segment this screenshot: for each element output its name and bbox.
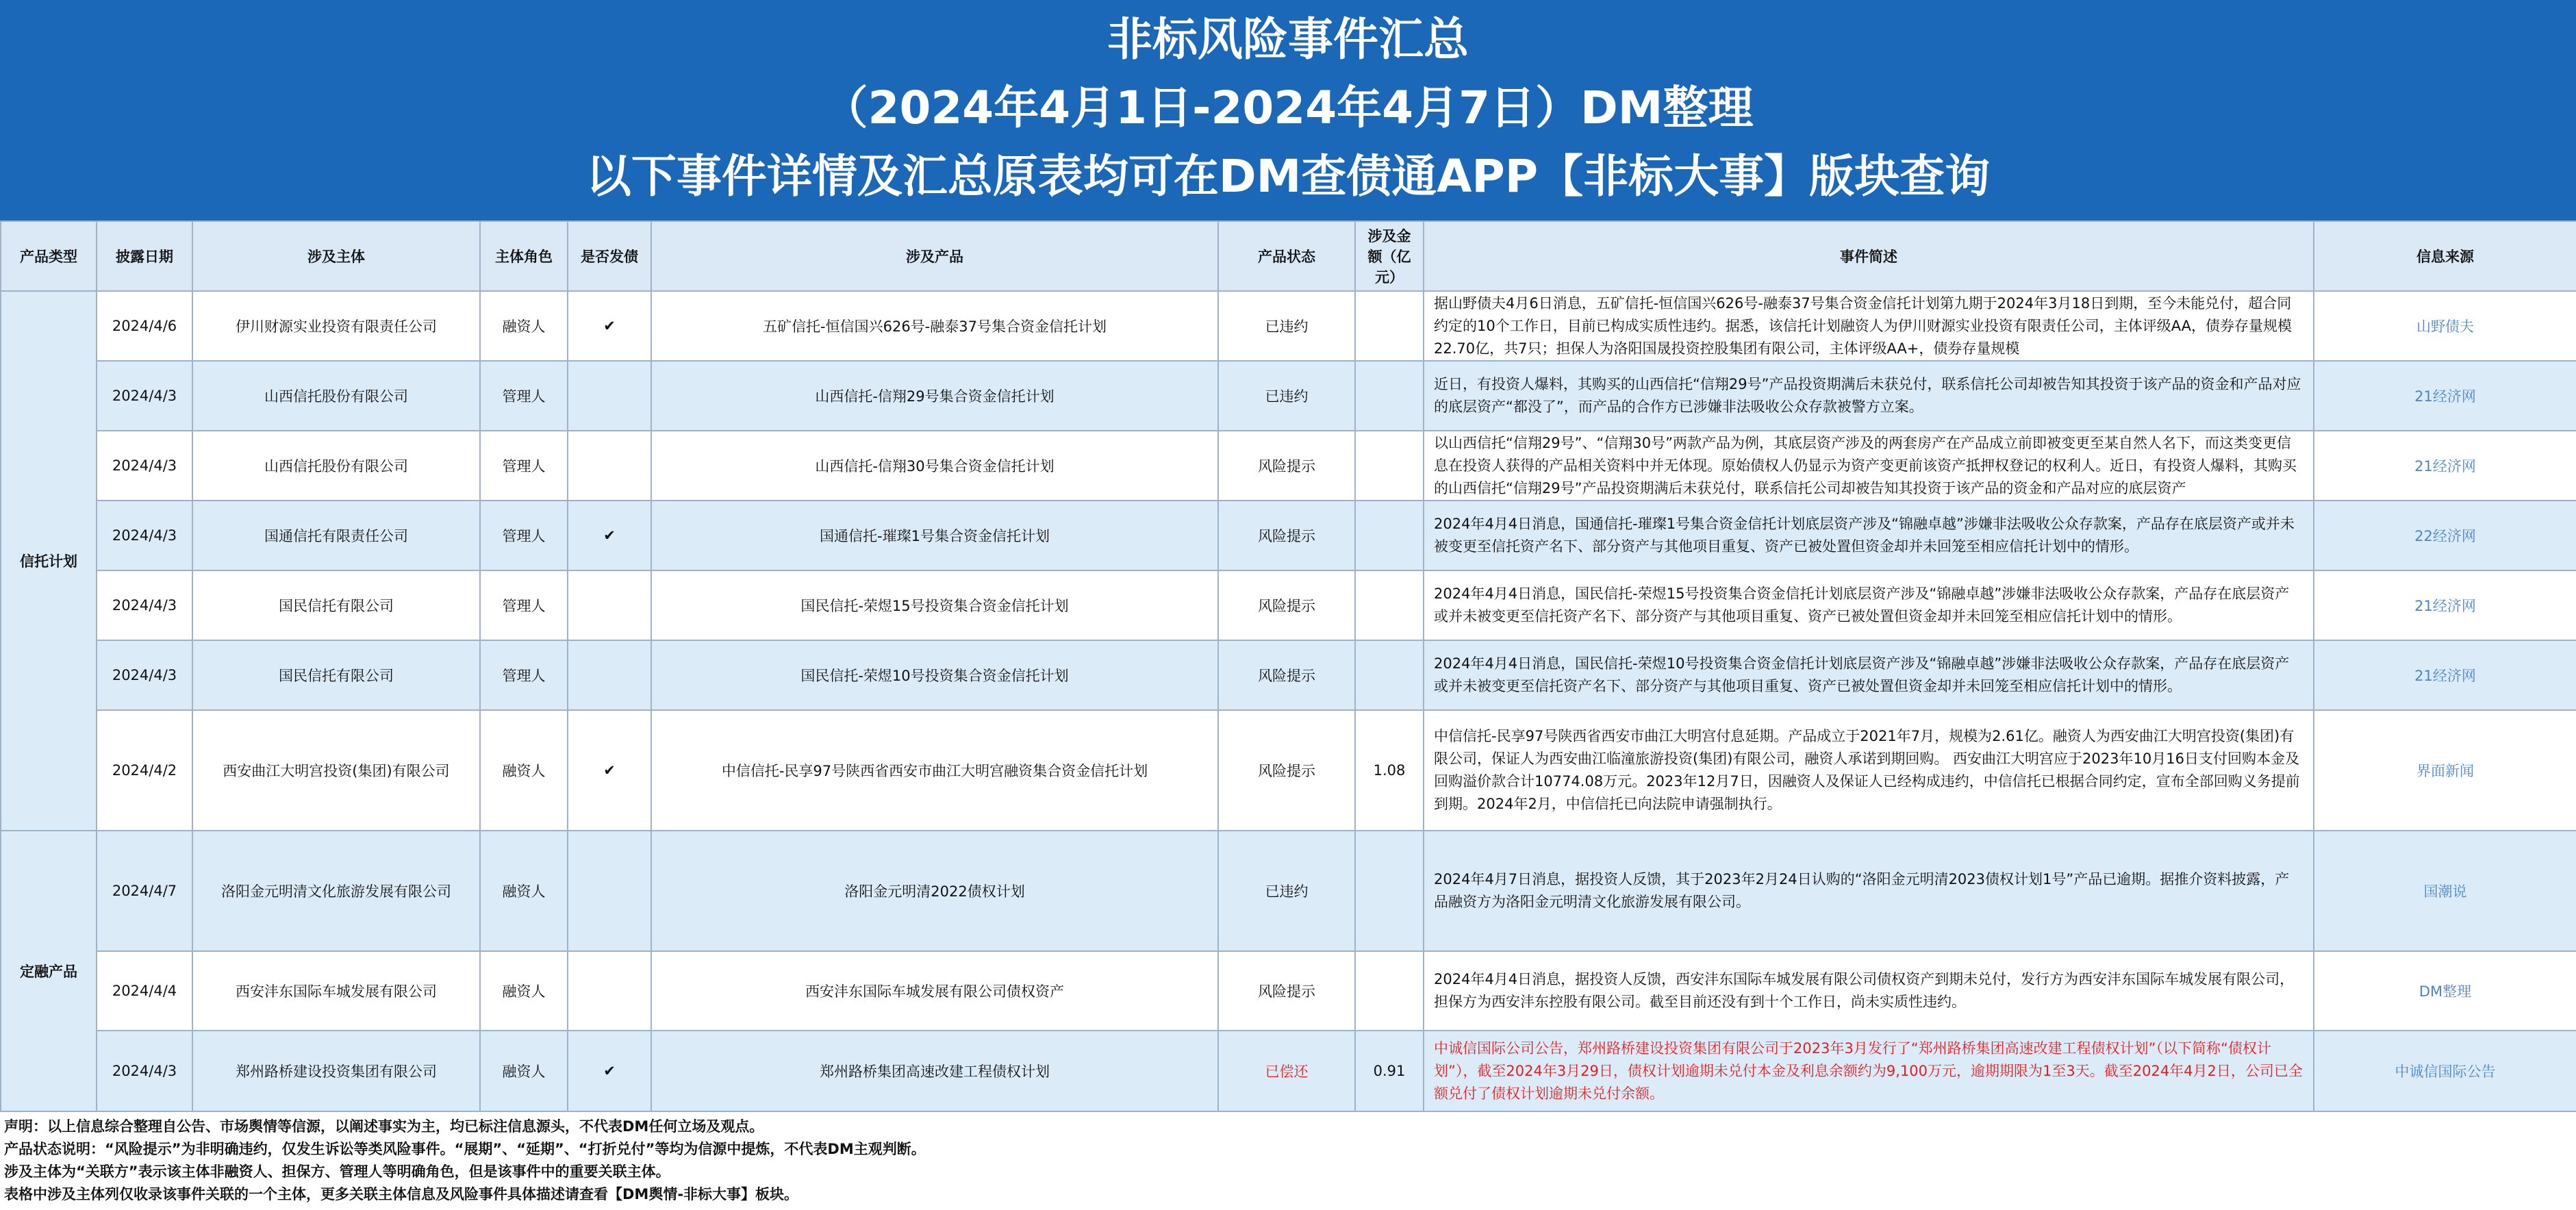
risk-events-table (0, 220, 2576, 1112)
cell-source-link[interactable]: 22经济网 (2314, 501, 2576, 570)
cell-desc: 近日，有投资人爆料，其购买的山西信托“信翔29号”产品投资期满后未获兑付，联系信托公司却被告知其投资于该产品的资金和产品对应的底层资产“都没了”，而产品的合作方已涉嫌非法吸收公众存款被警方立案。 (1424, 361, 2314, 431)
cell-product: 国民信托-荣煜15号投资集合资金信托计划 (651, 570, 1218, 640)
group-trust: 信托计划 (1, 291, 97, 831)
cell-date: 2024/4/6 (97, 291, 192, 361)
cell-amount (1355, 831, 1424, 951)
cell-amount (1355, 640, 1424, 710)
footer-disclaimer: 声明：以上信息综合整理自公告、市场舆情等信源，以阐述事实为主，均已标注信息源头，不代表DM任何立场及观点。 (4, 1118, 764, 1135)
cell-desc: 2024年4月4日消息，据投资人反馈，西安沣东国际车城发展有限公司债权资产到期未兑付，发行方为西安沣东国际车城发展有限公司，担保方为西安沣东控股有限公司。截至目前还没有到十个工作日，尚未实质性违约。 (1424, 951, 2314, 1031)
table-row (1, 951, 2576, 1031)
cell-date: 2024/4/3 (97, 640, 192, 710)
cell-date: 2024/4/3 (97, 431, 192, 501)
cell-entity: 伊川财源实业投资有限责任公司 (192, 291, 480, 361)
cell-product: 山西信托-信翔29号集合资金信托计划 (651, 361, 1218, 431)
cell-status: 已违约 (1218, 361, 1355, 431)
cell-entity: 西安曲江大明宫投资(集团)有限公司 (192, 710, 480, 831)
cell-source-link[interactable]: 21经济网 (2314, 431, 2576, 501)
col-header: 主体角色 (480, 221, 568, 291)
cell-date: 2024/4/3 (97, 501, 192, 570)
cell-entity: 山西信托股份有限公司 (192, 361, 480, 431)
cell-role: 融资人 (480, 1031, 568, 1111)
cell-date: 2024/4/2 (97, 710, 192, 831)
report-title: 非标风险事件汇总 (1107, 13, 1469, 66)
cell-source-link[interactable]: 山野债夫 (2314, 291, 2576, 361)
cell-product: 国通信托-璀璨1号集合资金信托计划 (651, 501, 1218, 570)
table-row (1, 361, 2576, 431)
cell-bond (568, 431, 651, 501)
cell-product: 洛阳金元明清2022债权计划 (651, 831, 1218, 951)
cell-role: 融资人 (480, 710, 568, 831)
cell-status: 风险提示 (1218, 710, 1355, 831)
cell-status: 风险提示 (1218, 951, 1355, 1031)
cell-amount: 0.91 (1355, 1031, 1424, 1111)
cell-bond: ✔ (568, 291, 651, 361)
cell-bond: ✔ (568, 1031, 651, 1111)
cell-bond (568, 570, 651, 640)
cell-amount (1355, 361, 1424, 431)
cell-bond (568, 951, 651, 1031)
cell-bond (568, 361, 651, 431)
cell-entity: 洛阳金元明清文化旅游发展有限公司 (192, 831, 480, 951)
cell-product: 郑州路桥集团高速改建工程债权计划 (651, 1031, 1218, 1111)
cell-entity: 国民信托有限公司 (192, 640, 480, 710)
table-row (1, 640, 2576, 710)
cell-desc: 2024年4月4日消息，国通信托-璀璨1号集合资金信托计划底层资产涉及“锦融卓越”涉嫌非法吸收公众存款案，产品存在底层资产或并未被变更至信托资产名下、部分资产与其他项目重复、资产已被处置但资金却并未回笼至相应信托计划中的情形。 (1424, 501, 2314, 570)
table-row (1, 291, 2576, 361)
cell-role: 融资人 (480, 831, 568, 951)
cell-date: 2024/4/3 (97, 1031, 192, 1111)
cell-bond: ✔ (568, 501, 651, 570)
footer-related-note: 涉及主体为“关联方”表示该主体非融资人、担保方、管理人等明确角色，但是该事件中的重要关联主体。 (4, 1163, 670, 1180)
cell-entity: 山西信托股份有限公司 (192, 431, 480, 501)
col-header: 信息来源 (2314, 221, 2576, 291)
report-subtitle: 以下事件详情及汇总原表均可在DM查债通APP【非标大事】版块查询 (585, 150, 1991, 203)
col-header: 披露日期 (97, 221, 192, 291)
cell-amount (1355, 431, 1424, 501)
col-header: 涉及主体 (192, 221, 480, 291)
cell-source-link[interactable]: 21经济网 (2314, 570, 2576, 640)
cell-desc: 2024年4月4日消息，国民信托-荣煜15号投资集合资金信托计划底层资产涉及“锦融卓越”涉嫌非法吸收公众存款案，产品存在底层资产或并未被变更至信托资产名下、部分资产与其他项目重复、资产已被处置但资金却并未回笼至相应信托计划中的情形。 (1424, 570, 2314, 640)
col-header: 涉及金额（亿元） (1355, 221, 1424, 291)
cell-date: 2024/4/7 (97, 831, 192, 951)
report-period: （2024年4月1日-2024年4月7日）DM整理 (822, 81, 1754, 134)
cell-status: 已违约 (1218, 831, 1355, 951)
col-header: 事件简述 (1424, 221, 2314, 291)
cell-role: 管理人 (480, 431, 568, 501)
cell-status: 已偿还 (1218, 1031, 1355, 1111)
table-row (1, 710, 2576, 831)
cell-status: 已违约 (1218, 291, 1355, 361)
col-header: 产品类型 (1, 221, 97, 291)
cell-role: 融资人 (480, 951, 568, 1031)
col-header: 是否发债 (568, 221, 651, 291)
footer-notes (0, 1116, 2576, 1206)
cell-bond (568, 640, 651, 710)
cell-source-link[interactable]: 21经济网 (2314, 640, 2576, 710)
cell-role: 管理人 (480, 501, 568, 570)
cell-product: 国民信托-荣煜10号投资集合资金信托计划 (651, 640, 1218, 710)
cell-desc: 据山野债夫4月6日消息，五矿信托-恒信国兴626号-融泰37号集合资金信托计划第九期于2024年3月18日到期，至今未能兑付，超合同约定的10个工作日，目前已构成实质性违约。据悉，该信托计划融资人为伊川财源实业投资有限责任公司，主体评级AA，债券存量规模22.70亿，共7只；担保人为洛阳国晟投资控股集团有限公司，主体评级AA+，债券存量规模 (1424, 291, 2314, 361)
cell-product: 中信信托-民享97号陕西省西安市曲江大明宫融资集合资金信托计划 (651, 710, 1218, 831)
cell-amount: 1.08 (1355, 710, 1424, 831)
cell-role: 管理人 (480, 570, 568, 640)
cell-status: 风险提示 (1218, 431, 1355, 501)
table-row (1, 431, 2576, 501)
cell-product: 五矿信托-恒信国兴626号-融泰37号集合资金信托计划 (651, 291, 1218, 361)
cell-desc: 2024年4月4日消息，国民信托-荣煜10号投资集合资金信托计划底层资产涉及“锦融卓越”涉嫌非法吸收公众存款案，产品存在底层资产或并未被变更至信托资产名下、部分资产与其他项目重复、资产已被处置但资金却并未回笼至相应信托计划中的情形。 (1424, 640, 2314, 710)
cell-desc: 以山西信托“信翔29号”、“信翔30号”两款产品为例，其底层资产涉及的两套房产在产品成立前即被变更至某自然人名下，而这类变更信息在投资人获得的产品相关资料中并无体现。原始债权人仍显示为资产变更前该资产抵押权登记的权利人。近日，有投资人爆料，其购买的山西信托“信翔29号”产品投资期满后未获兑付，联系信托公司却被告知其投资于该产品的资金和产品对应的底层资产 (1424, 431, 2314, 501)
table-header-row (1, 221, 2576, 291)
footer-entity-note: 表格中涉及主体列仅收录该事件关联的一个主体，更多关联主体信息及风险事件具体描述请查看【DM舆情-非标大事】板块。 (4, 1186, 799, 1202)
col-header: 产品状态 (1218, 221, 1355, 291)
cell-entity: 西安沣东国际车城发展有限公司 (192, 951, 480, 1031)
cell-amount (1355, 291, 1424, 361)
cell-date: 2024/4/3 (97, 570, 192, 640)
cell-role: 管理人 (480, 640, 568, 710)
cell-date: 2024/4/3 (97, 361, 192, 431)
cell-bond: ✔ (568, 710, 651, 831)
cell-role: 融资人 (480, 291, 568, 361)
cell-entity: 国民信托有限公司 (192, 570, 480, 640)
table-row (1, 1031, 2576, 1111)
footer-status-note: 产品状态说明：“风险提示”为非明确违约，仅发生诉讼等类风险事件。“展期”、“延期”、“打折兑付”等均为信源中提炼，不代表DM主观判断。 (4, 1141, 926, 1157)
table-row (1, 501, 2576, 570)
cell-desc: 中诚信国际公司公告，郑州路桥建设投资集团有限公司于2023年3月发行了“郑州路桥集团高速改建工程债权计划”（以下简称“债权计划”），截至2024年3月29日，债权计划逾期未兑付本金及利息余额约为9,100万元，逾期期限为1至3天。截至2024年4月2日，公司已全额兑付了债权计划逾期未兑付余额。 (1424, 1031, 2314, 1111)
col-header: 涉及产品 (651, 221, 1218, 291)
cell-source-link[interactable]: 21经济网 (2314, 361, 2576, 431)
cell-entity: 国通信托有限责任公司 (192, 501, 480, 570)
cell-source-link[interactable]: 界面新闻 (2314, 710, 2576, 831)
cell-date: 2024/4/4 (97, 951, 192, 1031)
cell-status: 风险提示 (1218, 501, 1355, 570)
table-row (1, 831, 2576, 951)
cell-amount (1355, 570, 1424, 640)
cell-amount (1355, 951, 1424, 1031)
cell-status: 风险提示 (1218, 570, 1355, 640)
group-fixed: 定融产品 (1, 831, 97, 1111)
cell-product: 西安沣东国际车城发展有限公司债权资产 (651, 951, 1218, 1031)
cell-source-link[interactable]: 中诚信国际公告 (2314, 1031, 2576, 1111)
cell-desc: 2024年4月7日消息，据投资人反馈，其于2023年2月24日认购的“洛阳金元明清2023债权计划1号”产品已逾期。据推介资料披露，产品融资方为洛阳金元明清文化旅游发展有限公司。 (1424, 831, 2314, 951)
cell-amount (1355, 501, 1424, 570)
cell-bond (568, 831, 651, 951)
table-row (1, 570, 2576, 640)
cell-source-link[interactable]: DM整理 (2314, 951, 2576, 1031)
cell-product: 山西信托-信翔30号集合资金信托计划 (651, 431, 1218, 501)
cell-status: 风险提示 (1218, 640, 1355, 710)
cell-entity: 郑州路桥建设投资集团有限公司 (192, 1031, 480, 1111)
cell-desc: 中信信托-民享97号陕西省西安市曲江大明宫付息延期。产品成立于2021年7月，规模为2.61亿。融资人为西安曲江大明宫投资(集团)有限公司，保证人为西安曲江临潼旅游投资(集团)有限公司，融资人承诺到期回购。 西安曲江大明宫应于2023年10月16日支付回购本金及回购溢价款合计10774.08万元。2023年12月7日，因融资人及保证人已经构成违约，中信信托已根据合同约定，宣布全部回购义务提前到期。2024年2月，中信信托已向法院申请强制执行。 (1424, 710, 2314, 831)
cell-role: 管理人 (480, 361, 568, 431)
report-header (0, 0, 2576, 220)
cell-source-link[interactable]: 国潮说 (2314, 831, 2576, 951)
